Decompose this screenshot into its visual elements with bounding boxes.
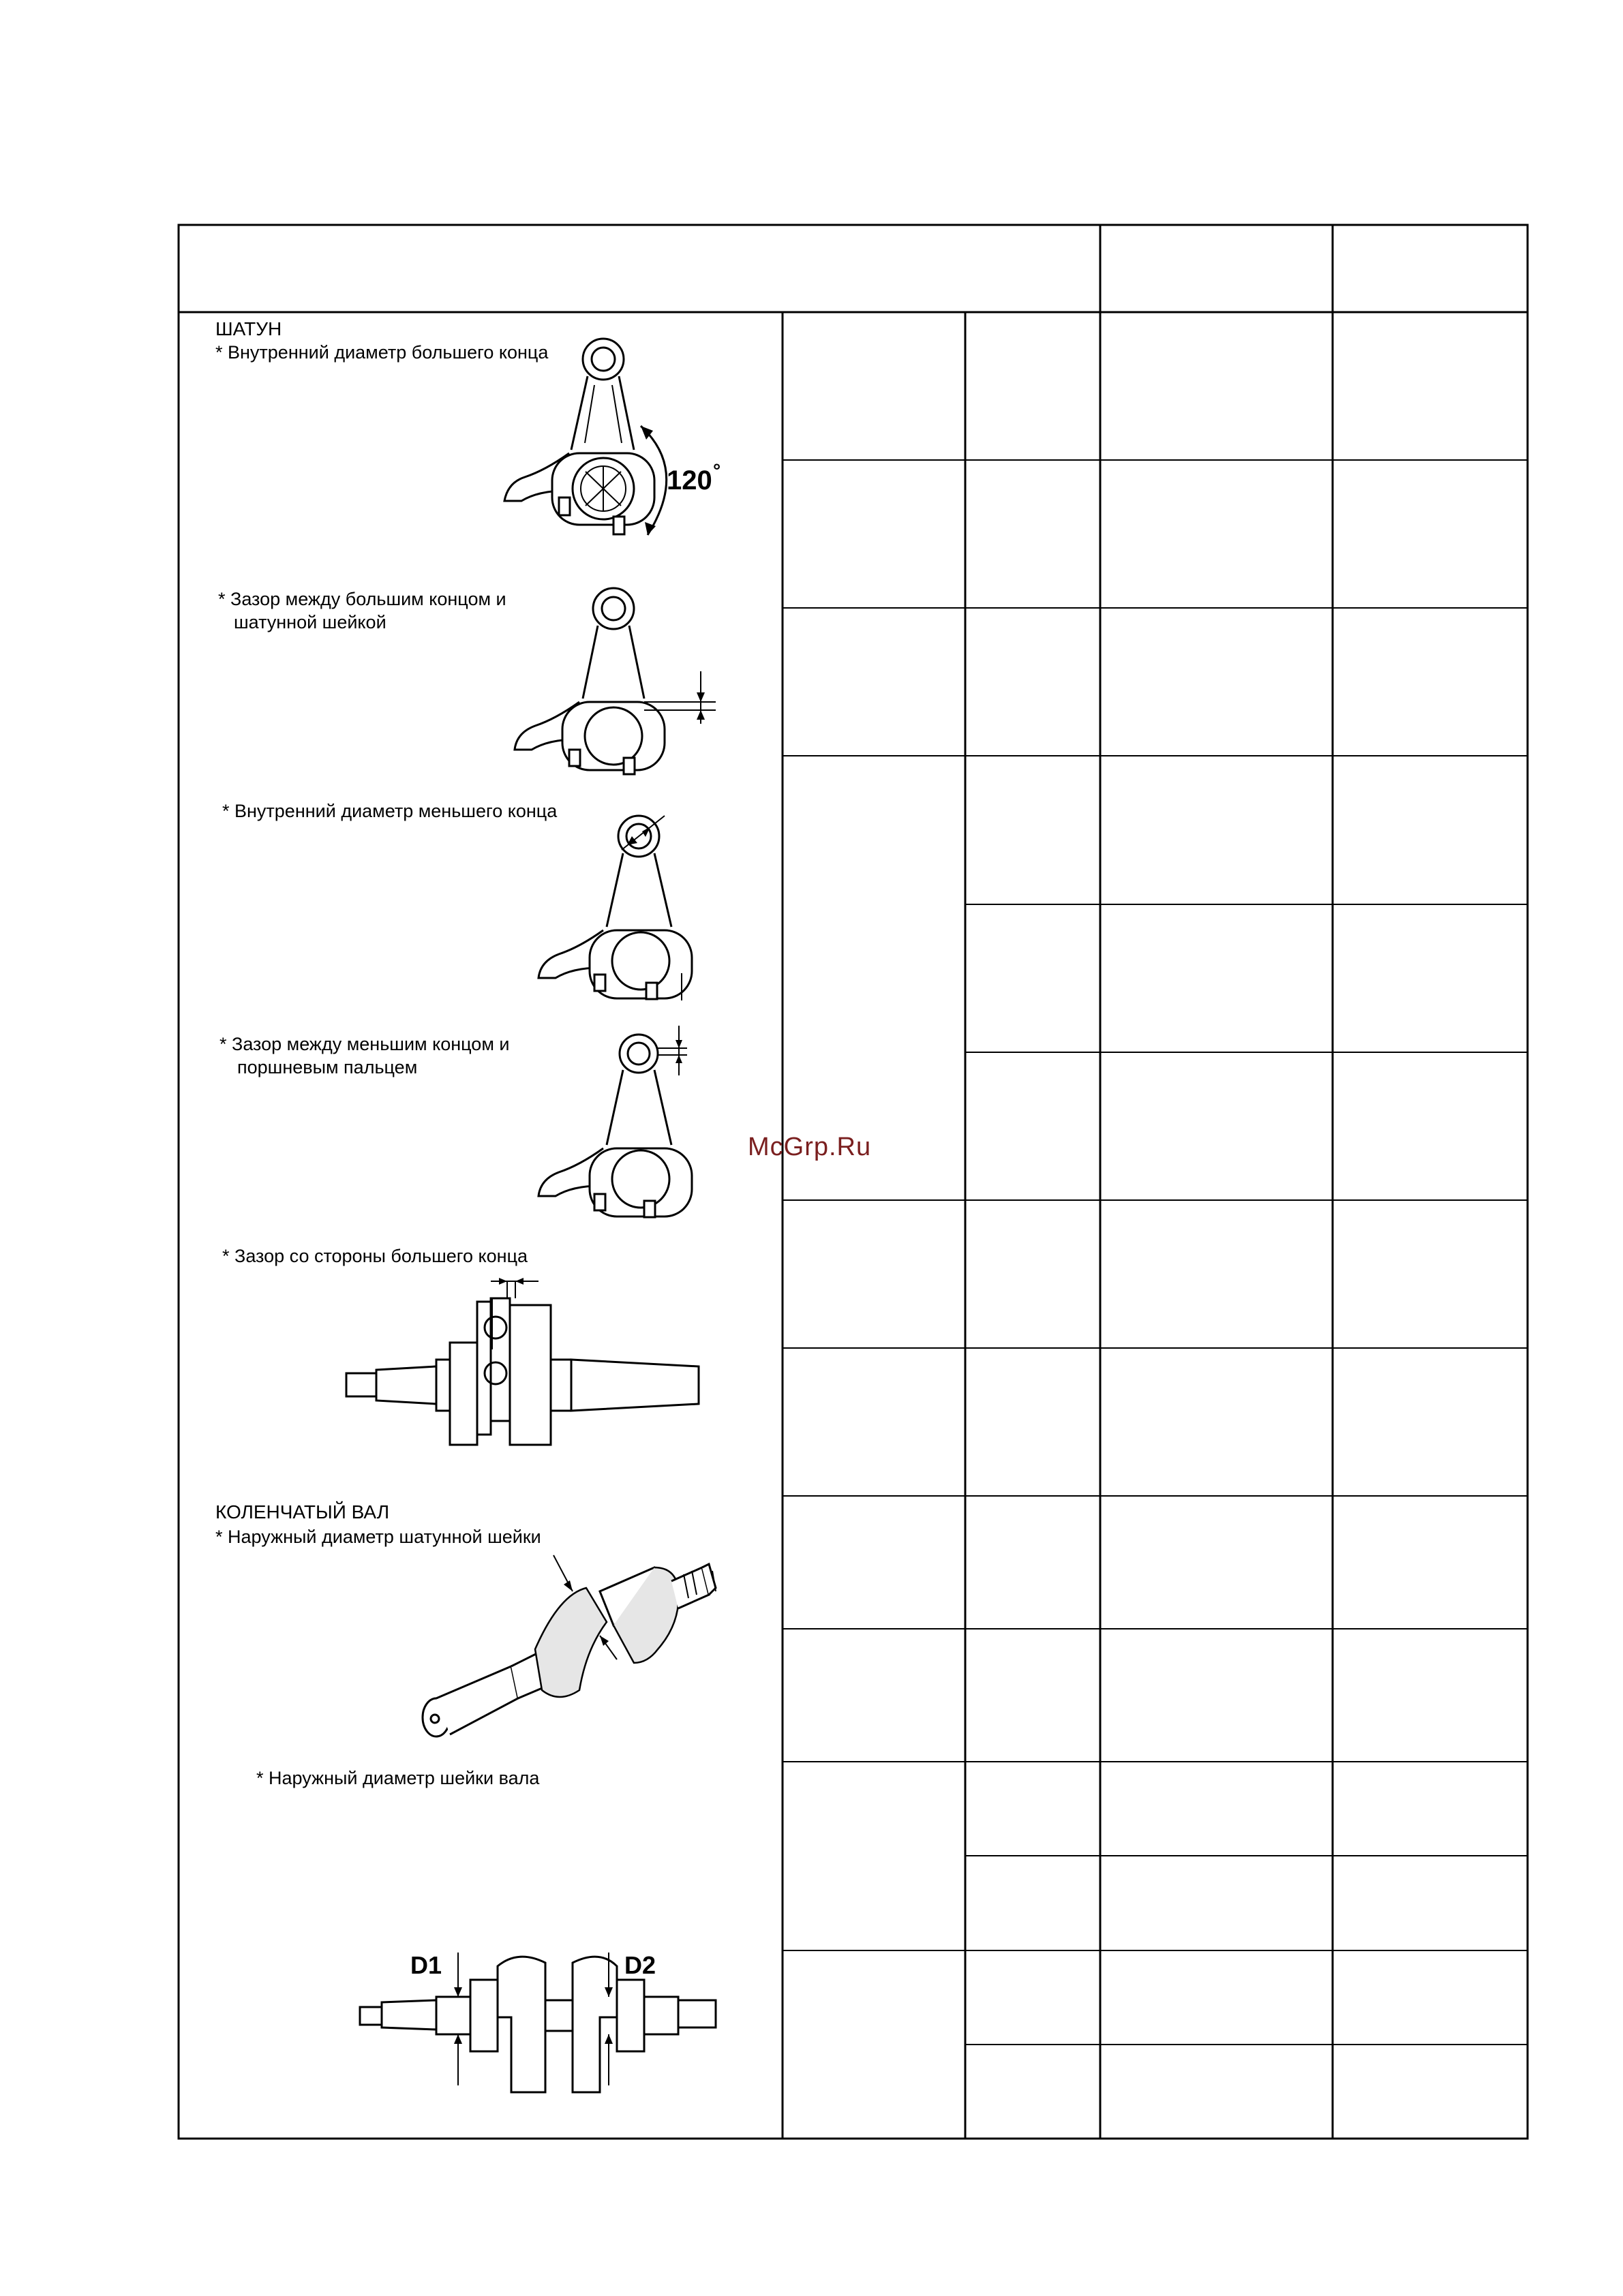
d2-label: D2: [624, 1951, 656, 1979]
section-title-crankshaft: КОЛЕНЧАТЫЙ ВАЛ: [215, 1501, 390, 1522]
angle-label: 120: [667, 465, 712, 495]
figure-rod-big-end-diameter: [504, 339, 721, 535]
figure-journal-diameter: [360, 1951, 716, 2092]
label-big-end-clearance-line2: шатунной шейкой: [234, 612, 386, 632]
figure-crankpin-diameter: [423, 1555, 716, 1736]
svg-text:°: °: [713, 460, 721, 481]
label-small-end-clearance-line1: * Зазор между меньшим концом и: [219, 1034, 510, 1054]
label-small-end-clearance-line2: поршневым пальцем: [237, 1057, 418, 1077]
label-crankpin-outer-diameter: * Наружный диаметр шатунной шейки: [215, 1527, 541, 1547]
label-journal-outer-diameter: * Наружный диаметр шейки вала: [256, 1768, 540, 1788]
figure-rod-small-end-diameter: [539, 816, 692, 1000]
row-lines: [783, 460, 1528, 2045]
label-small-end-inner-diameter: * Внутренний диаметр меньшего конца: [222, 801, 558, 821]
figure-rod-small-end-clearance: [539, 1026, 692, 1217]
watermark: McGrp.Ru: [748, 1133, 872, 1161]
label-big-end-clearance-line1: * Зазор между большим концом и: [218, 589, 506, 609]
figure-rod-big-end-clearance: [515, 588, 716, 774]
table-border: [179, 225, 1528, 2139]
label-big-end-inner-diameter: * Внутренний диаметр большего конца: [215, 342, 549, 363]
label-big-end-side-clearance: * Зазор со стороны большего конца: [222, 1246, 528, 1266]
d1-label: D1: [410, 1951, 442, 1979]
section-title-connecting-rod: ШАТУН: [215, 318, 282, 339]
figure-big-end-side-clearance: [346, 1278, 699, 1445]
